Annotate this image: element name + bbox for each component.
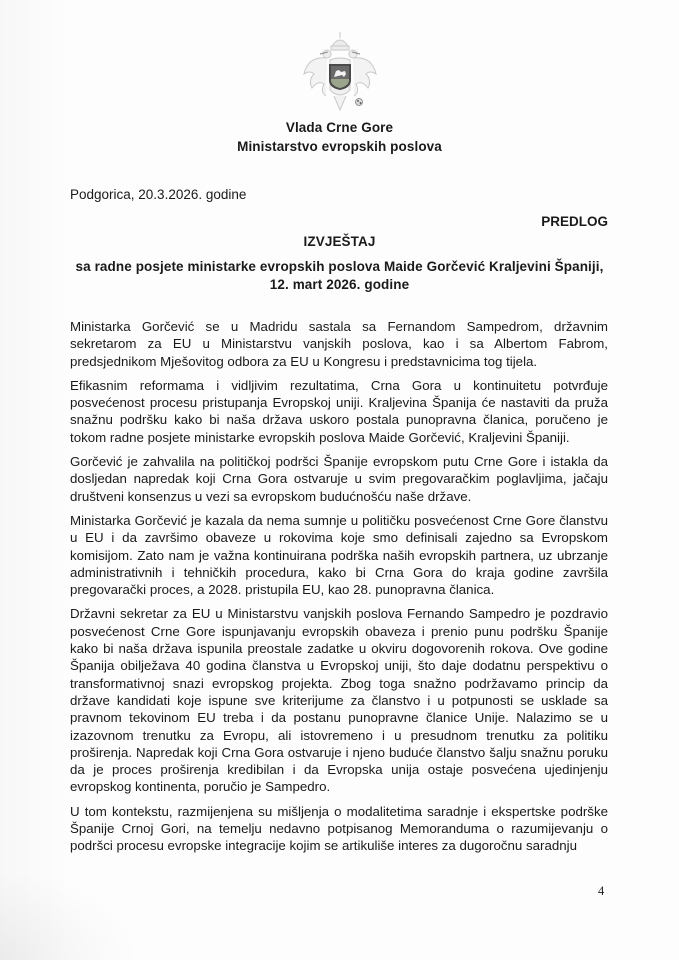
document-status-label: PREDLOG: [541, 214, 608, 229]
body-paragraph: Ministarka Gorčević je kazala da nema sumnje u političku posvećenost Crne Gore članstvu u EU i da završimo obaveze u rokovima koje smo definisali zajedno sa Evropskom komisijom. Zato nam je važna kontinuirana podrška naših evropskih partnera, uz ubrzanje administrativnih i tehničkih procedura, kako bi Crna Gora do kraja godine završila pregovarački proces, a 2028. pristupila EU, kao 28. punopravna članica.: [70, 512, 608, 598]
body-paragraph: Gorčević je zahvalila na političkoj podršci Španije evropskom putu Crne Gore i istakla da dosljedan napredak koji Crna Gora ostvaruje u svim pregovaračkim poglavljima, jačaju društveni konsenzus u vezi sa evropskom budućnošću naše države.: [70, 454, 608, 504]
document-subtitle-line-2: 12. mart 2026. godine: [269, 277, 410, 292]
page-number: 4: [598, 884, 605, 898]
government-name: Vlada Crne Gore: [285, 120, 394, 135]
montenegro-coat-of-arms-icon: [296, 30, 384, 112]
ministry-name: Ministarstvo evropskih poslova: [237, 139, 442, 154]
document-title: IZVJEŠTAJ: [303, 234, 376, 249]
report-body: [70, 318, 608, 862]
body-paragraph: U tom kontekstu, razmijenjena su mišljenja o modalitetima saradnje i ekspertske podrške Španije Crnoj Gori, na temelju nedavno potpisanog Memoranduma o razumijevanju o podršci procesu evropske integracije kojim se artikuliše interes za dugoročnu saradnju: [70, 803, 608, 854]
place-and-date: Podgorica, 20.3.2026. godine: [70, 187, 247, 202]
scan-shadow-bottom: [0, 870, 140, 960]
body-paragraph: Ministarka Gorčević se u Madridu sastala sa Fernandom Sampedrom, državnim sekretarom za EU u Ministarstvu vanjskih poslova, kao i sa Albertom Fabrom, predsjednikom Mješovitog odbora za EU u Kongresu i predstavnicima tog tijela.: [70, 319, 608, 369]
body-paragraph: Efikasnim reformama i vidljivim rezultatima, Crna Gora u kontinuitetu potvrđuje posvećenost procesu pristupanja Evropskoj uniji. Kraljevina Španija će nastaviti da pruža snažnu podršku kako bi naša država uskoro postala punopravna članica, poručeno je tokom radne posjete ministarke evropskih poslova Maide Gorčević, Kraljevini Španiji.: [70, 377, 608, 445]
document-subtitle-line-1: sa radne posjete ministarke evropskih poslova Maide Gorčević Kraljevini Španiji,: [75, 259, 604, 274]
body-paragraph: Državni sekretar za EU u Ministarstvu vanjskih poslova Fernando Sampedro je pozdravio posvećenost Crne Gore ispunjavanju evropskih obaveza i prenio punu podršku Španije kako bi naša država ispunila preostale zadatke u okviru dogovorenih rokova. Ove godine Španija obilježava 40 godina članstva u Evropskoj uniji, što daje dodatnu perspektivu o transformativnoj snazi evropskog projekta. Zbog toga snažno podržavamo princip da države kandidati koje ispune sve kriterijume za članstvo i u potpunosti se usklade sa pravnom tekovinom EU treba i da postanu punopravne članice Unije. Nalazimo se u izazovnom trenutku za Evropu, ali istovremeno i u presudnom trenutku za politiku proširenja. Napredak koji Crna Gora ostvaruje i njeno buduće članstvo šalju snažnu poruku da je proces proširenja kredibilan i da Evropska unija ostaje posvećena ujedinjenju evropskog kontinenta, poručio je Sampedro.: [70, 606, 608, 795]
